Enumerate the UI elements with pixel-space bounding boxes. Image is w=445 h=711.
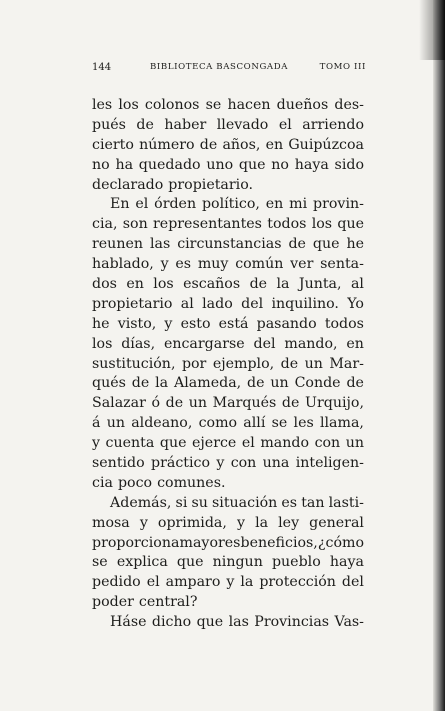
word: de [199,136,218,153]
word: un [345,435,364,452]
word: los [153,276,174,293]
word: ha [115,156,134,173]
text-line [92,454,364,474]
word: si [175,494,188,511]
word: haya [294,156,329,173]
word: un [304,355,323,372]
word: un [270,375,289,392]
word: por [181,355,207,372]
word: un [188,395,208,412]
word: encargarse [163,335,245,352]
word: á [92,415,101,432]
word: aldeano, [131,415,193,432]
text-line [92,215,364,235]
word: hacen [227,97,271,113]
text-line [92,235,364,255]
word: y [164,315,173,332]
word: cierto [92,136,134,153]
text-line [92,156,364,176]
word: esto [180,315,211,332]
word: se [271,415,288,432]
word: propietario [92,295,173,312]
volume-label: TOMO III [319,62,366,72]
word: ejemplo, [212,355,275,372]
word: se [92,554,108,571]
text-line [92,553,364,573]
text-line [92,255,364,275]
word: mando [260,435,310,452]
word: está [218,315,249,332]
word: en [346,335,364,352]
word: del [241,295,264,312]
word: que [337,216,364,233]
running-title: BIBLIOTECA BASCONGADA [150,62,289,72]
word: colonos [144,97,200,113]
word: práctico [151,455,211,472]
word: arriendo [302,116,364,133]
word: inteligen- [295,455,364,472]
word: provin- [313,196,364,213]
text-line [92,335,364,355]
word: representantes [153,216,262,233]
word: con [230,455,257,472]
word: el [278,116,292,133]
word: el [146,574,160,591]
word: del [341,574,364,591]
word: no [271,156,289,173]
word: allí [243,415,266,432]
word: Guipúzcoa [288,136,364,153]
word: Además, [110,494,172,511]
text-line [92,613,364,633]
word: la [240,574,254,591]
word: que [159,435,187,452]
word: mando, [284,335,338,352]
word: ó [151,395,161,412]
word: muy [197,256,229,273]
word: todos [267,216,307,233]
word: no [92,156,110,173]
word: explica [116,554,168,571]
word: y [226,574,235,591]
text-line [92,414,364,434]
body-text [92,96,364,633]
word: lado [202,295,233,312]
word: son [122,216,148,233]
word: Yo [347,295,364,312]
word: dicho [151,614,192,631]
word: mosa [92,514,130,531]
word: una [262,455,290,472]
word: de [288,236,306,253]
word: y [160,256,169,273]
word: llevado [216,116,269,133]
text-line [92,534,364,554]
word: pedido [92,574,141,591]
word: el [241,435,255,452]
word: escaños [183,276,241,293]
word: ningun [212,554,263,571]
word: visto, [117,315,157,332]
word: Provincias [254,614,330,631]
word: Háse [110,614,147,631]
page-number: 144 [92,62,112,73]
text-line [92,355,364,375]
word: de [131,375,150,392]
word: Conde [294,375,341,392]
word: ¿cómo [317,534,364,551]
word: mi [289,196,308,213]
word: el [135,196,149,213]
text-line [92,394,364,414]
word: ejerce [192,435,237,452]
word: beneficios, [240,534,318,551]
word: es [175,256,192,273]
word: central? [138,594,198,611]
word: de [247,375,265,392]
text-line [92,593,364,613]
running-head [92,62,366,76]
word: órden [154,196,197,213]
word: proporciona [92,534,180,551]
word: des- [334,97,364,113]
word: de [165,395,184,412]
word: Vas- [334,614,364,631]
text-line [92,176,364,196]
word: días, [121,335,156,352]
word: Urquijo, [305,395,364,412]
word: inquilino. [271,295,339,312]
word: político, [201,196,260,213]
word: Junta, [298,276,342,293]
word: de [346,375,364,392]
word: todos [324,315,364,332]
text-line [92,474,364,494]
word: declarado [92,176,164,193]
word: las [228,614,249,631]
word: como [198,415,238,432]
word: uno [206,156,234,173]
word: cuenta [105,435,155,452]
word: les [293,415,314,432]
text-line [92,116,364,136]
word: En [110,196,130,213]
word: años, [222,136,261,153]
word: poco [117,474,153,491]
word: en [265,196,284,213]
word: un [106,415,125,432]
word: llama, [319,415,364,432]
word: ver [290,256,314,273]
word: quedado [138,156,201,173]
word: pueblo [271,554,321,571]
word: y [236,514,245,531]
word: y [216,455,225,472]
word: haber [164,116,207,133]
word: los [92,335,113,352]
text-line [92,374,364,394]
text-line [92,195,364,215]
word: hablado, [92,256,154,273]
text-line [92,96,364,116]
word: de [249,276,268,293]
text-line [92,573,364,593]
page-edge-shadow [433,0,445,711]
word: que [176,554,204,571]
word: reunen [92,236,143,253]
word: se [205,97,222,113]
word: general [309,514,364,531]
word: tan [301,494,325,511]
word: poder [92,594,134,611]
word: senta- [320,256,364,273]
text-line [92,434,364,454]
word: sustitución, [92,355,176,372]
word: en [265,136,284,153]
word: comunes. [157,474,226,491]
word: pués [92,116,126,133]
word: mayores [179,534,241,551]
text-line [92,315,364,335]
word: los [118,97,139,113]
word: he [92,315,110,332]
word: amparo [165,574,221,591]
text-line [92,275,364,295]
word: Alameda, [174,375,242,392]
word: al [180,295,194,312]
word: pasando [256,315,317,332]
word: situación [212,494,278,511]
word: cia, [92,216,118,233]
word: y [139,514,148,531]
word: de [136,116,154,133]
word: protección [259,574,336,591]
word: con [314,435,341,452]
word: haya [329,554,364,571]
word: en [126,276,144,293]
word: la [155,375,169,392]
word: los [311,216,333,233]
word: Mar- [329,355,364,372]
word: he [346,236,364,253]
word: la [255,514,269,531]
word: del [253,335,276,352]
word: Salazar [92,395,146,412]
word: qués [92,375,126,392]
word: común [235,256,284,273]
word: es [281,494,298,511]
word: circunstancias [177,236,282,253]
word: propietario. [168,176,253,193]
word: al [350,276,364,293]
word: cia [92,474,113,491]
word: dueños [276,97,329,113]
text-line [92,295,364,315]
word: de [280,355,299,372]
word: de [281,395,300,412]
word: les [92,97,113,113]
word: ley [278,514,300,531]
word: su [191,494,208,511]
word: número [139,136,195,153]
word: dos [92,276,117,293]
word: la [276,276,290,293]
page-edge-corner-shadow [419,0,445,60]
word: oprimida, [157,514,227,531]
text-line [92,494,364,514]
word: que [238,156,266,173]
word: que [312,236,340,253]
text-line [92,514,364,534]
word: Marqués [212,395,277,412]
word: y [92,435,101,452]
word: sido [334,156,364,173]
word: las [149,236,171,253]
word: lasti- [328,494,364,511]
word: que [196,614,224,631]
text-line [92,136,364,156]
word: sentido [92,455,145,472]
